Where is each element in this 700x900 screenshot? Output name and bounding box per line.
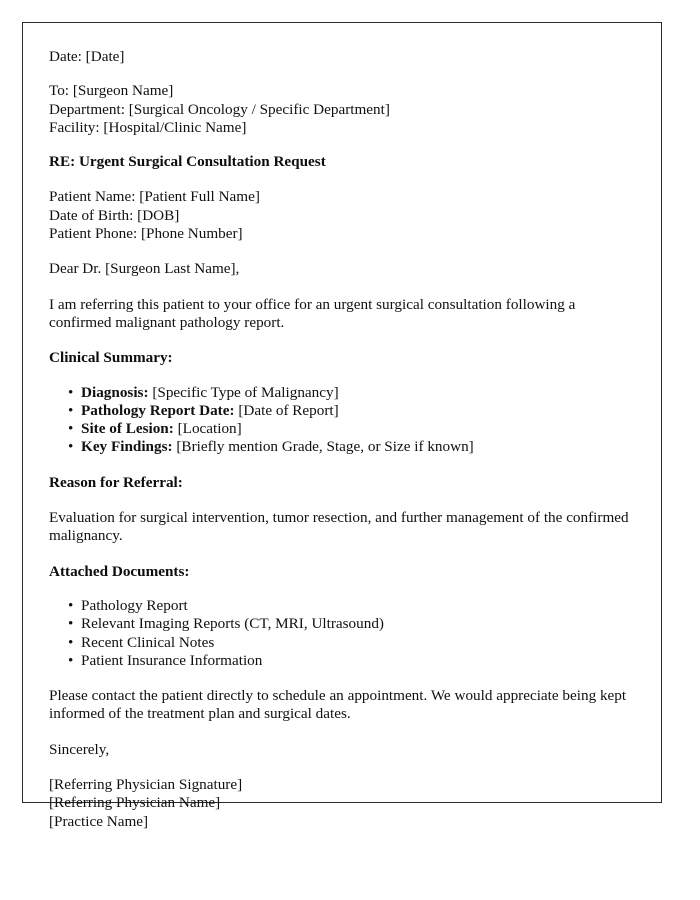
attached-documents-heading: Attached Documents:: [49, 562, 190, 580]
clinical-summary-list: [49, 384, 634, 457]
spacer: [49, 759, 634, 776]
reason-for-referral-heading: Reason for Referral:: [49, 473, 183, 491]
patient-phone: Patient Phone: [Phone Number]: [49, 225, 243, 243]
recipient-block: [49, 82, 634, 137]
spacer: [49, 581, 634, 597]
spacer: [49, 492, 634, 509]
signoff: Sincerely,: [49, 740, 110, 758]
physician-name: [Referring Physician Name]: [49, 794, 221, 812]
patient-dob: Date of Birth: [DOB]: [49, 206, 180, 224]
closing-paragraph: Please contact the patient directly to schedule an appointment. We would appreciate being kept informed of the treatment plan and surgical dates.: [49, 687, 627, 723]
subject-line: RE: Urgent Surgical Consultation Request: [49, 153, 326, 171]
attached-documents-list: [49, 597, 634, 670]
clinical-summary-heading: Clinical Summary:: [49, 349, 173, 367]
patient-block: [49, 188, 634, 243]
list-item: • Patient Insurance Information: [49, 652, 634, 670]
document-page: [22, 22, 662, 830]
recipient-to: To: [Surgeon Name]: [49, 82, 174, 100]
signature-block: [49, 776, 634, 830]
spacer: [49, 457, 634, 474]
patient-name: Patient Name: [Patient Full Name]: [49, 188, 260, 206]
item-value: [Briefly mention Grade, Stage, or Size if known]: [176, 438, 474, 456]
date-line: Date: [Date]: [49, 48, 125, 65]
spacer: [49, 137, 634, 153]
spacer: [49, 332, 634, 349]
spacer: [49, 243, 634, 260]
item-value: [Specific Type of Malignancy]: [152, 383, 339, 401]
letter-content: [49, 48, 634, 830]
spacer: [49, 724, 634, 741]
spacer: [49, 670, 634, 687]
spacer: [49, 66, 634, 82]
list-item: [49, 420, 634, 438]
reason-for-referral-text: Evaluation for surgical intervention, tumor resection, and further management of the confirmed malignancy.: [49, 509, 629, 545]
item-value: [Location]: [177, 420, 242, 438]
list-item: • Recent Clinical Notes: [49, 634, 634, 652]
list-item: • Pathology Report: [49, 597, 634, 615]
list-item: • Relevant Imaging Reports (CT, MRI, Ultrasound): [49, 615, 634, 633]
spacer: [49, 171, 634, 188]
spacer: [49, 279, 634, 296]
spacer: [49, 546, 634, 563]
recipient-department: Department: [Surgical Oncology / Specific Department]: [49, 100, 390, 118]
item-label: Diagnosis:: [81, 383, 149, 401]
practice-name-clipped: [49, 812, 634, 830]
item-label: Pathology Report Date:: [81, 401, 235, 419]
item-value: [Date of Report]: [238, 401, 339, 419]
item-label: Site of Lesion:: [81, 420, 174, 438]
list-item: [49, 402, 634, 420]
recipient-facility: Facility: [Hospital/Clinic Name]: [49, 118, 247, 136]
practice-name: [Practice Name]: [49, 812, 149, 830]
spacer: [49, 368, 634, 384]
salutation: Dear Dr. [Surgeon Last Name],: [49, 260, 240, 278]
item-label: Key Findings:: [81, 438, 173, 456]
intro-paragraph: I am referring this patient to your office for an urgent surgical consultation following a confirmed malignant pathology report.: [49, 295, 576, 331]
list-item: [49, 384, 634, 402]
signature-placeholder: [Referring Physician Signature]: [49, 776, 243, 794]
list-item: [49, 438, 634, 456]
